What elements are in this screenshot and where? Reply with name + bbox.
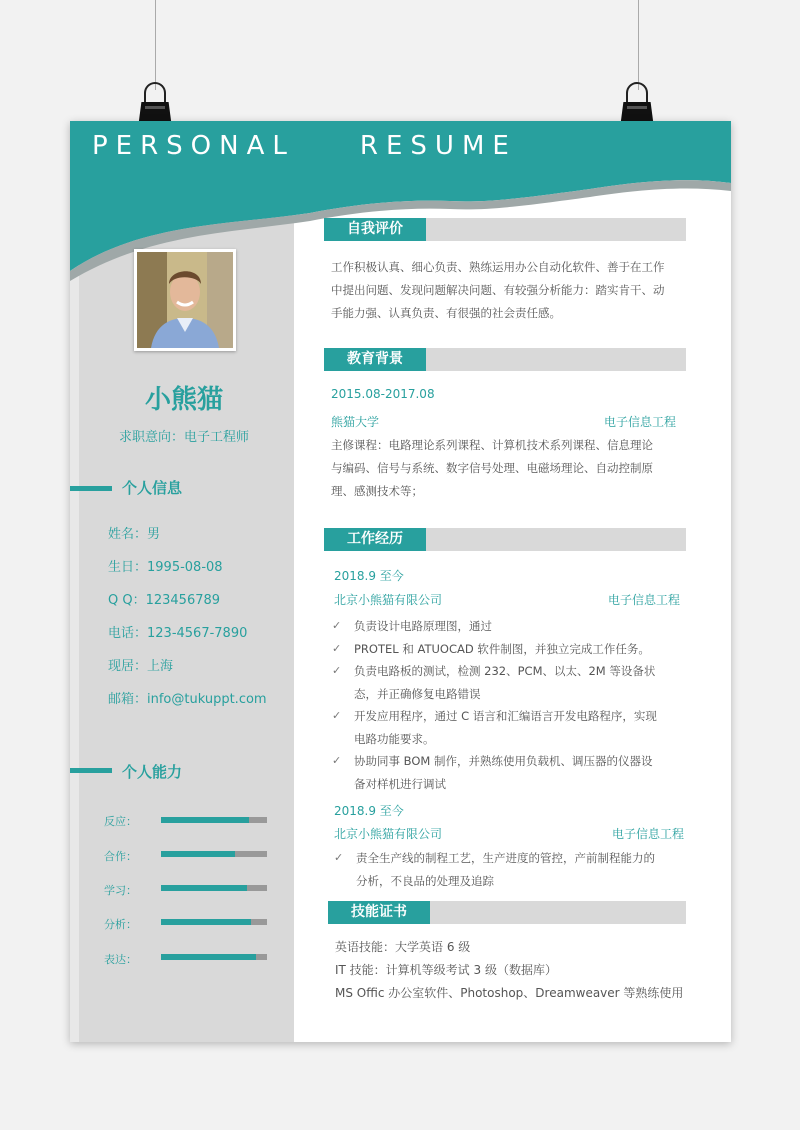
job-duties — [330, 615, 690, 795]
abilities-title: 个人能力 — [122, 763, 183, 781]
ability-label: 合作： — [104, 850, 137, 863]
section-education — [324, 348, 686, 371]
text-line: 理、感测技术等； — [331, 484, 423, 498]
ability-label: 学习： — [104, 884, 137, 897]
job-company: 北京小熊猫有限公司 — [334, 593, 443, 607]
resume-paper — [70, 121, 731, 1042]
self-eval-text — [331, 256, 681, 325]
bullet-text: 责全生产线的制程工艺，生产进度的管控，产前制程能力的 — [356, 851, 655, 865]
list-item — [332, 847, 692, 892]
header-title: PERSONAL RESUME — [92, 131, 517, 161]
personal-info-bar — [70, 486, 112, 491]
ability-bar — [161, 919, 267, 925]
job-intent: 求职意向：电子工程师 — [118, 430, 249, 445]
section-skills — [328, 901, 686, 924]
info-phone: 电话：123-4567-7890 — [108, 626, 248, 641]
profile-name: 小熊猫 — [144, 385, 223, 415]
bullet-text: 负责电路板的测试，检测 232、PCM、以太、2M 等设备状 — [354, 664, 656, 678]
bullet-text: PROTEL 和 ATUOCAD 软件制图，并独立完成工作任务。 — [354, 641, 650, 656]
ability-bar-fill — [161, 885, 247, 891]
info-birthday: 生日：1995-08-08 — [108, 560, 223, 575]
info-qq: Q Q：123456789 — [108, 593, 221, 608]
check-icon: ✓ — [332, 709, 342, 722]
ability-bar — [161, 851, 267, 857]
bullet-text: 态，并正确修复电路错误 — [354, 686, 481, 701]
section-work-title: 工作经历 — [324, 528, 426, 551]
section-work — [324, 528, 686, 551]
job-major: 电子信息工程 — [611, 827, 684, 841]
text-line: 主修课程：电路理论系列课程、计算机技术系列课程、信息理论 — [331, 438, 653, 452]
text-line: MS Offic 办公室软件、Photoshop、Dreamweaver 等熟练使用 — [335, 986, 684, 1000]
bullet-text: 协助同事 BOM 制作，并熟练使用负载机、调压器的仪器设 — [354, 754, 653, 768]
job-date: 2018.9 至今 — [334, 804, 404, 818]
education-school: 熊猫大学 — [331, 415, 380, 429]
education-major: 电子信息工程 — [603, 415, 676, 429]
ability-bar — [161, 817, 267, 823]
ability-bar-fill — [161, 851, 235, 857]
job-major: 电子信息工程 — [607, 593, 680, 607]
check-icon: ✓ — [332, 619, 342, 632]
ability-bar-fill — [161, 919, 251, 925]
bullet-text: 备对样机进行调试 — [354, 776, 446, 791]
list-item — [330, 750, 690, 795]
list-item — [330, 660, 690, 705]
bullet-text: 负责设计电路原理图，通过 — [354, 619, 492, 633]
ability-label: 反应： — [104, 815, 137, 828]
ability-label: 分析： — [104, 918, 137, 931]
bullet-text: 开发应用程序，通过 C 语言和汇编语言开发电路程序，实现 — [354, 709, 657, 723]
bullet-text: 电路功能要求。 — [354, 731, 435, 746]
text-line: 与编码、信号与系统、数字信号处理、电磁场理论、自动控制原 — [331, 461, 653, 475]
education-date: 2015.08-2017.08 — [331, 387, 435, 401]
abilities-bar — [70, 768, 112, 773]
list-item — [330, 705, 690, 750]
text-line: 英语技能：大学英语 6 级 — [335, 940, 471, 954]
profile-photo — [134, 249, 236, 351]
text-line: 工作积极认真、细心负责、熟练运用办公自动化软件、善于在工作 — [331, 260, 665, 274]
job-company: 北京小熊猫有限公司 — [334, 827, 443, 841]
section-self-eval-title: 自我评价 — [324, 218, 426, 241]
ability-bar — [161, 885, 267, 891]
info-email: 邮箱：info@tukuppt.com — [108, 692, 267, 707]
info-gender: 姓名：男 — [108, 527, 161, 542]
bullet-text: 分析，不良品的处理及追踪 — [356, 873, 494, 888]
education-courses — [331, 434, 681, 503]
skills-text — [335, 936, 695, 1005]
list-item — [330, 638, 690, 661]
job-date: 2018.9 至今 — [334, 569, 404, 583]
hanging-string-right — [638, 0, 639, 90]
check-icon: ✓ — [332, 641, 342, 655]
ability-label: 表达： — [104, 953, 137, 966]
check-icon: ✓ — [334, 851, 344, 864]
section-education-title: 教育背景 — [324, 348, 426, 371]
info-residence: 现居：上海 — [108, 659, 174, 674]
check-icon: ✓ — [332, 754, 342, 767]
text-line: 中提出问题、发现问题解决问题、有较强分析能力：踏实肯干、动 — [331, 283, 665, 297]
check-icon: ✓ — [332, 664, 342, 677]
text-line: 手能力强、认真负责、有很强的社会责任感。 — [331, 306, 561, 320]
job-duties — [332, 847, 692, 892]
section-self-eval — [324, 218, 686, 241]
ability-bar-fill — [161, 817, 249, 823]
section-skills-title: 技能证书 — [328, 901, 430, 924]
personal-info-title: 个人信息 — [122, 479, 183, 497]
text-line: IT 技能：计算机等级考试 3 级（数据库） — [335, 963, 557, 977]
hanging-string-left — [155, 0, 156, 90]
ability-bar — [161, 954, 267, 960]
list-item — [330, 615, 690, 638]
ability-bar-fill — [161, 954, 256, 960]
